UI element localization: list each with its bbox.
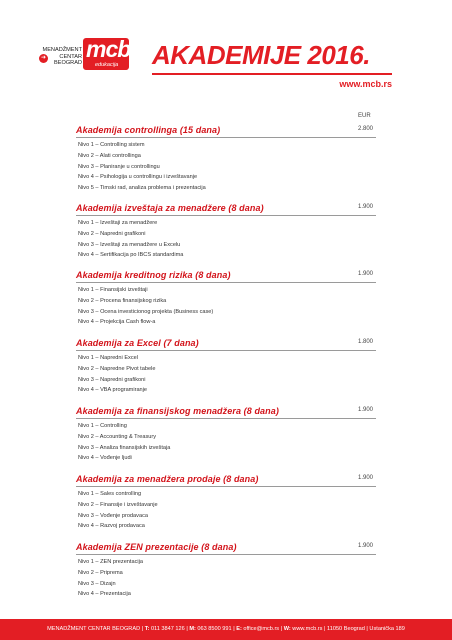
section-divider (76, 282, 376, 283)
section-price: 1.900 (358, 407, 374, 413)
level-item: Nivo 1 – Sales controlling (78, 491, 142, 497)
level-list (78, 218, 183, 261)
section-title: Akademija za finansijskog menadžera (8 dana) (76, 406, 279, 416)
section-title: Akademija za Excel (7 dana) (76, 338, 199, 348)
level-item: Nivo 3 – Napredni grafikoni (78, 376, 146, 383)
footer-mobile[interactable]: 063 8500 991 (197, 626, 232, 632)
level-item: Nivo 1 – Izveštaji za menadžere (78, 220, 158, 226)
level-item: Nivo 1 – Finansijski izveštaji (78, 287, 148, 293)
level-item: Nivo 3 – Vođenje prodavaca (78, 512, 148, 519)
level-item: Nivo 2 – Procena finansijskog rizika (78, 297, 167, 304)
level-item: Nivo 1 – Controlling sistem (78, 142, 145, 148)
level-item: Nivo 4 – Vođenje ljudi (78, 455, 132, 462)
footer-phone[interactable]: 011 3847 126 (150, 626, 185, 632)
section-divider (76, 554, 376, 555)
level-item: Nivo 3 – Dizajn (78, 580, 116, 587)
section-divider (76, 350, 376, 351)
footer-web-label: W: (283, 626, 291, 632)
level-item: Nivo 2 – Finansije i izveštavanje (78, 501, 158, 508)
level-item: Nivo 3 – Ocena investicionog projekta (Business case) (78, 308, 214, 315)
currency-label: EUR (358, 113, 371, 119)
footer-separator: | (186, 626, 188, 632)
section-title: Akademija ZEN prezentacije (8 dana) (76, 542, 237, 552)
footer-phone-label: T: (144, 626, 150, 632)
level-list (78, 421, 170, 464)
logo-line-2: CENTAR (59, 53, 82, 60)
section-price: 2.800 (358, 126, 374, 132)
section-title: Akademija kreditnog rizika (8 dana) (76, 270, 231, 280)
level-item: Nivo 2 – Napredne Pivot tabele (78, 365, 156, 372)
level-item: Nivo 3 – Analiza finansijskih izveštaja (78, 444, 171, 451)
level-item: Nivo 4 – Prezentacija (78, 591, 131, 598)
level-item: Nivo 1 – Controlling (78, 423, 127, 429)
level-item: Nivo 2 – Priprema (78, 569, 123, 576)
footer-contact-bar (0, 619, 452, 640)
level-list (78, 140, 206, 194)
level-list (78, 489, 158, 532)
section-title: Akademija controllinga (15 dana) (76, 125, 221, 135)
page-title: AKADEMIJE 2016. (152, 40, 370, 70)
level-item: Nivo 5 – Timski rad, analiza problema i prezentacija (78, 185, 206, 192)
arrow-right-circle-icon: ➜ (40, 55, 47, 61)
section-divider (76, 137, 376, 138)
header (0, 0, 452, 105)
footer-separator: | (141, 626, 144, 632)
level-item: Nivo 4 – Sertifikacija po IBCS standardima (78, 252, 184, 259)
level-item: Nivo 3 – Izveštaji za menadžere u Excelu (78, 241, 181, 248)
section-title: Akademija za menadžera prodaje (8 dana) (76, 474, 259, 484)
level-item: Nivo 4 – Psihologija u controllingu i izveštavanje (78, 174, 198, 181)
footer-web-link[interactable]: www.mcb.rs (292, 626, 323, 632)
section-price: 1.900 (358, 543, 374, 549)
logo-mark: mcb (86, 36, 131, 62)
section-price: 1.800 (358, 339, 374, 345)
website-link[interactable]: www.mcb.rs (339, 79, 392, 89)
title-divider (152, 73, 392, 75)
level-item: Nivo 3 – Planiranje u controllingu (78, 163, 160, 170)
footer-org: MENADŽMENT CENTAR BEOGRAD (47, 626, 141, 632)
level-list (78, 353, 155, 396)
logo-line-3: BEOGRAD (54, 60, 82, 67)
level-item: Nivo 1 – Napredni Excel (78, 355, 139, 361)
logo-line-1: MENADŽMENT (42, 47, 82, 53)
section-price: 1.900 (358, 475, 374, 481)
section-price: 1.900 (358, 204, 374, 210)
section-title: Akademija izveštaja za menadžere (8 dana) (76, 203, 264, 213)
level-item: Nivo 4 – Projekcija Cash flow-a (78, 319, 156, 326)
footer-separator: | (280, 626, 283, 632)
section-divider (76, 215, 376, 216)
level-list (78, 557, 143, 600)
footer-address: 11050 Beograd | Ustanička 189 (327, 626, 405, 632)
level-item: Nivo 4 – Razvoj prodavaca (78, 523, 145, 530)
level-item: Nivo 4 – VBA programiranje (78, 387, 148, 394)
logo-tagline: edukacija (95, 62, 119, 68)
footer-email-label: E: (236, 626, 242, 632)
footer-email-link[interactable]: office@mcb.rs (243, 626, 280, 632)
level-item: Nivo 2 – Napredni grafikoni (78, 230, 146, 237)
level-item: Nivo 1 – ZEN prezentacija (78, 559, 143, 565)
section-divider (76, 418, 376, 419)
footer-separator: | (233, 626, 235, 632)
section-divider (76, 486, 376, 487)
footer-separator: | (324, 626, 326, 632)
section-price: 1.900 (358, 271, 374, 277)
level-list (78, 285, 213, 328)
level-item: Nivo 2 – Accounting & Treasury (78, 433, 157, 440)
level-item: Nivo 2 – Alati controllinga (78, 152, 141, 159)
footer-mobile-label: M: (189, 626, 196, 632)
